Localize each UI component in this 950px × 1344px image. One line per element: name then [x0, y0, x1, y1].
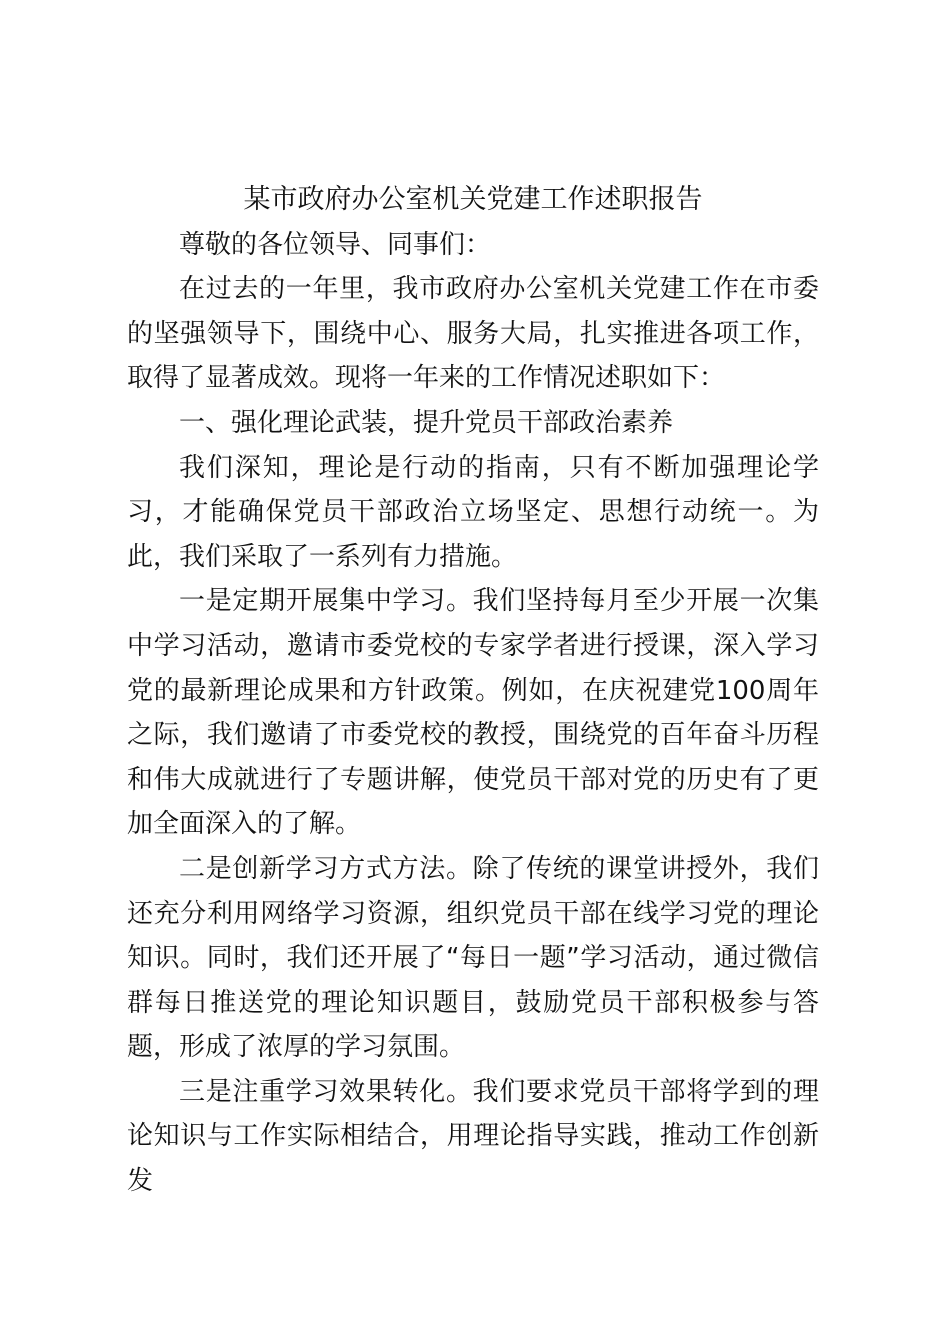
document-title: 某市政府办公室机关党建工作述职报告: [243, 184, 703, 215]
paragraph-intro: 在过去的一年里，我市政府办公室机关党建工作在市委的坚强领导下，围绕中心、服务大局，扎实推进各项工作，取得了显著成效。现将一年来的工作情况述职如下：: [127, 274, 819, 394]
document-body: [127, 178, 819, 1204]
paragraph-section-1: 我们深知，理论是行动的指南，只有不断加强理论学习，才能确保党员干部政治立场坚定、思想行动统一。为此，我们采取了一系列有力措施。: [127, 452, 819, 572]
paragraph-point-3: 三是注重学习效果转化。我们要求党员干部将学到的理论知识与工作实际相结合，用理论指导实践，推动工作创新发: [127, 1076, 819, 1197]
salutation: 尊敬的各位领导、同事们：: [179, 229, 492, 260]
paragraph-point-2: 二是创新学习方式方法。除了传统的课堂讲授外，我们还充分利用网络学习资源，组织党员干部在线学习党的理论知识。同时，我们还开展了“每日一题”学习活动，通过微信群每日推送党的理论知识题目，鼓励党员干部积极参与答题，形成了浓厚的学习氛围。: [127, 853, 819, 1063]
paragraph-point-1: 一是定期开展集中学习。我们坚持每月至少开展一次集中学习活动，邀请市委党校的专家学者进行授课，深入学习党的最新理论成果和方针政策。例如，在庆祝建党100周年之际，我们邀请了市委党校的教授，围绕党的百年奋斗历程和伟大成就进行了专题讲解，使党员干部对党的历史有了更加全面深入的了解。: [127, 586, 819, 840]
section-heading-1: 一、强化理论武装，提升党员干部政治素养: [179, 407, 674, 438]
